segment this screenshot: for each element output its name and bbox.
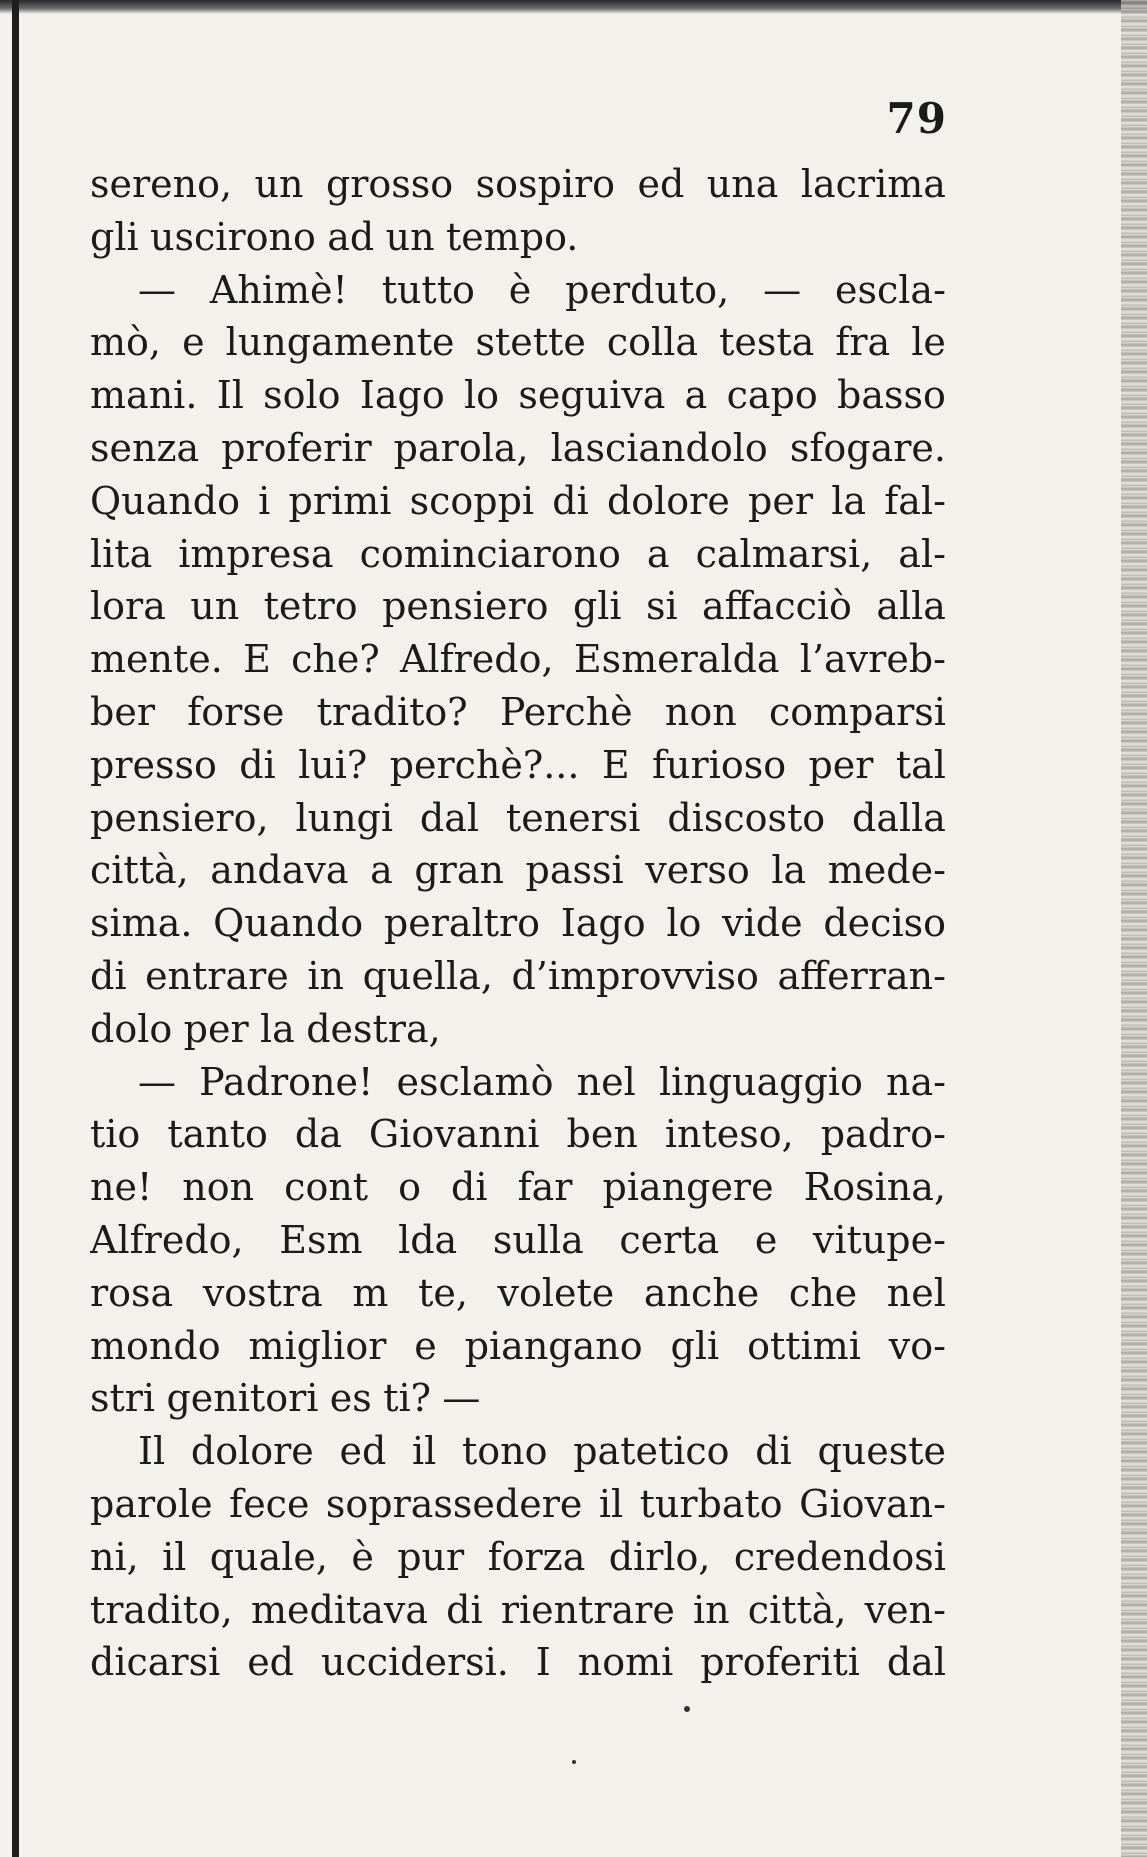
- text-line: [90, 792, 946, 845]
- word: ven-: [864, 1587, 946, 1632]
- text-line: [90, 950, 946, 1003]
- word: dalla: [852, 795, 946, 840]
- word: da: [294, 1112, 342, 1157]
- word: sfogare.: [789, 425, 946, 470]
- word: sulla: [492, 1217, 584, 1262]
- text-line: [90, 1425, 946, 1478]
- word: la: [260, 1006, 295, 1051]
- word: affacciò: [702, 584, 852, 629]
- word: gli: [90, 214, 139, 259]
- word: fal-: [884, 478, 946, 523]
- ink-speck: [684, 1706, 690, 1712]
- word: piangere: [602, 1165, 774, 1210]
- word: ben: [566, 1112, 638, 1157]
- page-stack-edge: [1121, 0, 1147, 1857]
- text-line: [90, 528, 946, 581]
- word: colla: [606, 320, 699, 365]
- word: di: [552, 478, 589, 523]
- word: lita: [90, 531, 153, 576]
- word: padro-: [820, 1112, 946, 1157]
- word: il: [412, 1429, 437, 1474]
- word: dirlo,: [608, 1534, 711, 1579]
- word: che: [788, 1270, 858, 1315]
- ink-speck: [572, 1760, 576, 1764]
- word: far: [517, 1165, 573, 1210]
- word: Il: [216, 373, 244, 418]
- word: il: [162, 1534, 187, 1579]
- word: Il: [138, 1429, 166, 1474]
- word: le: [911, 320, 946, 365]
- word: E: [243, 637, 271, 682]
- word: meditava: [250, 1587, 429, 1632]
- word: per: [183, 1006, 249, 1051]
- text-line: [90, 1636, 946, 1689]
- word: grosso: [325, 162, 454, 206]
- word: di: [755, 1429, 792, 1474]
- text-line: [90, 1372, 946, 1425]
- word: tradito,: [90, 1587, 233, 1632]
- word: dolore: [190, 1429, 314, 1474]
- word: discosto: [667, 795, 826, 840]
- word: nomi: [577, 1640, 674, 1685]
- word: escla-: [835, 267, 946, 312]
- word: es: [329, 1376, 372, 1421]
- word: che?: [291, 637, 380, 682]
- word: sima.: [90, 901, 193, 946]
- text-line: [90, 1108, 946, 1161]
- text-line: [90, 264, 946, 317]
- word: entrare: [145, 953, 289, 998]
- word: queste: [817, 1429, 946, 1474]
- text-line: [90, 1056, 946, 1109]
- word: pur: [397, 1534, 465, 1579]
- word: la: [771, 848, 807, 893]
- word: genitori: [166, 1376, 319, 1421]
- word: testa: [719, 320, 815, 365]
- word: città,: [747, 1587, 847, 1632]
- word: al-: [898, 531, 946, 576]
- word: ber: [90, 689, 155, 734]
- word: calmarsi,: [695, 531, 873, 576]
- word: proferiti: [700, 1640, 860, 1685]
- word: turbato: [639, 1481, 783, 1526]
- word: Quando: [90, 478, 240, 523]
- word: quella,: [362, 953, 493, 998]
- word: tempo.: [445, 214, 579, 259]
- word: —: [138, 1059, 176, 1104]
- word: Iago: [359, 373, 445, 418]
- word: certa: [619, 1217, 720, 1262]
- word: dolo: [90, 1006, 173, 1051]
- word: a: [646, 531, 670, 576]
- word: lacrima: [800, 162, 946, 206]
- word: tenersi: [505, 795, 641, 840]
- word: basso: [837, 373, 946, 418]
- text-line: [90, 211, 946, 264]
- word: un: [385, 214, 435, 259]
- body-text: [90, 158, 946, 1689]
- word: destra,: [306, 1006, 441, 1051]
- word: mede-: [827, 848, 946, 893]
- word: te,: [418, 1270, 468, 1315]
- word: a: [684, 373, 708, 418]
- word: gli: [670, 1323, 720, 1368]
- word: ad: [327, 214, 375, 259]
- word: afferran-: [777, 953, 946, 998]
- text-line: [90, 1584, 946, 1637]
- word: parole: [90, 1481, 213, 1526]
- word: un: [254, 162, 304, 206]
- word: miglior: [248, 1323, 387, 1368]
- word: lo: [666, 901, 702, 946]
- text-line: [90, 1531, 946, 1584]
- word: la: [831, 478, 867, 523]
- word: Alfredo,: [90, 1217, 244, 1262]
- word: deciso: [823, 901, 946, 946]
- word: soprassedere: [325, 1481, 583, 1526]
- word: inteso,: [664, 1112, 794, 1157]
- text-line: [90, 316, 946, 369]
- word: alla: [876, 584, 946, 629]
- word: mondo: [90, 1323, 221, 1368]
- word: E: [601, 742, 630, 787]
- word: Esmeralda: [573, 637, 780, 682]
- word: e: [754, 1217, 778, 1262]
- word: l’avreb-: [799, 637, 946, 682]
- word: in: [307, 953, 344, 998]
- word: rosa: [90, 1270, 174, 1315]
- word: parola,: [393, 425, 529, 470]
- word: per: [748, 478, 814, 523]
- word: esclamò: [396, 1059, 554, 1104]
- word: lda: [398, 1217, 458, 1262]
- text-line: [90, 1478, 946, 1531]
- word: lungamente: [225, 320, 455, 365]
- word: forza: [487, 1534, 586, 1579]
- word: stri: [90, 1376, 156, 1421]
- text-line: [90, 844, 946, 897]
- word: cont: [284, 1165, 369, 1210]
- word: ed: [247, 1640, 295, 1685]
- text-line: [90, 158, 946, 211]
- word: —: [763, 267, 802, 312]
- word: presso: [90, 742, 217, 787]
- text-line: [90, 1267, 946, 1320]
- word: città,: [90, 848, 189, 893]
- word: non: [664, 689, 737, 734]
- word: è: [508, 267, 532, 312]
- word: non: [182, 1165, 255, 1210]
- word: rientrare: [500, 1587, 675, 1632]
- word: patetico: [573, 1429, 730, 1474]
- word: proferir: [221, 425, 372, 470]
- word: un: [190, 584, 240, 629]
- word: Giovanni: [368, 1112, 540, 1157]
- word: gli: [572, 584, 622, 629]
- word: ni,: [90, 1534, 139, 1579]
- word: impresa: [178, 531, 334, 576]
- word: ed: [637, 162, 685, 206]
- word: na-: [886, 1059, 946, 1104]
- word: uscirono: [150, 214, 316, 259]
- word: dolore: [606, 478, 730, 523]
- word: dal: [419, 795, 480, 840]
- word: sereno,: [90, 162, 233, 206]
- word: di: [451, 1165, 488, 1210]
- word: tutto: [381, 267, 475, 312]
- text-line: [90, 1320, 946, 1373]
- text-line: [90, 475, 946, 528]
- word: e: [414, 1323, 437, 1368]
- word: i: [258, 478, 271, 523]
- word: d’improvviso: [511, 953, 759, 998]
- text-line: [90, 686, 946, 739]
- book-spine-edge: [12, 0, 19, 1857]
- word: primi: [288, 478, 392, 523]
- word: verso: [645, 848, 750, 893]
- word: Padrone!: [199, 1059, 374, 1104]
- word: pensiero,: [90, 795, 269, 840]
- word: Ahimè!: [209, 267, 348, 312]
- word: lasciandolo: [550, 425, 768, 470]
- word: lui?: [298, 742, 368, 787]
- word: perduto,: [565, 267, 730, 312]
- word: nel: [576, 1059, 636, 1104]
- word: di: [446, 1587, 483, 1632]
- word: in: [693, 1587, 730, 1632]
- word: fece: [229, 1481, 310, 1526]
- word: stette: [475, 320, 586, 365]
- text-line: [90, 633, 946, 686]
- word: dal: [886, 1640, 946, 1685]
- word: tanto: [167, 1112, 268, 1157]
- word: sospiro: [475, 162, 616, 206]
- word: nel: [886, 1270, 946, 1315]
- word: comparsi: [768, 689, 946, 734]
- word: pensiero: [382, 584, 549, 629]
- word: lora: [90, 584, 166, 629]
- word: di: [239, 742, 276, 787]
- text-line: [90, 1003, 946, 1056]
- word: anche: [643, 1270, 760, 1315]
- word: lungi: [295, 795, 394, 840]
- word: ti?: [383, 1376, 431, 1421]
- word: volete: [497, 1270, 615, 1315]
- word: furioso: [651, 742, 787, 787]
- word: senza: [90, 425, 200, 470]
- word: I: [535, 1640, 551, 1685]
- page-number: 79: [886, 94, 947, 143]
- word: mò,: [90, 320, 161, 365]
- word: una: [706, 162, 779, 206]
- word: fra: [835, 320, 891, 365]
- word: vitupe-: [812, 1217, 946, 1262]
- word: uccidersi.: [320, 1640, 509, 1685]
- word: il: [598, 1481, 624, 1526]
- text-line: [90, 422, 946, 475]
- word: scoppi: [409, 478, 535, 523]
- word: quale,: [209, 1534, 328, 1579]
- text-line: [90, 1161, 946, 1214]
- word: cominciarono: [359, 531, 621, 576]
- word: linguaggio: [658, 1059, 863, 1104]
- word: ne!: [90, 1165, 153, 1210]
- word: è: [351, 1534, 374, 1579]
- word: solo: [263, 373, 341, 418]
- word: m: [352, 1270, 389, 1315]
- text-line: [90, 897, 946, 950]
- page-top-shadow: [0, 0, 1147, 14]
- word: tal: [895, 742, 946, 787]
- word: —: [138, 267, 176, 312]
- word: tono: [462, 1429, 548, 1474]
- word: piangano: [464, 1323, 643, 1368]
- word: ed: [339, 1429, 387, 1474]
- word: tradito?: [316, 689, 468, 734]
- word: lo: [464, 373, 500, 418]
- text-line: [90, 1214, 946, 1267]
- word: perchè?...: [389, 742, 580, 787]
- word: forse: [187, 689, 285, 734]
- word: Esm: [279, 1217, 363, 1262]
- word: si: [645, 584, 678, 629]
- word: dicarsi: [90, 1640, 221, 1685]
- word: tetro: [263, 584, 358, 629]
- word: Giovan-: [799, 1481, 946, 1526]
- word: per: [808, 742, 874, 787]
- word: Alfredo,: [399, 637, 554, 682]
- word: mente.: [90, 637, 223, 682]
- word: o: [398, 1165, 421, 1210]
- word: a: [370, 848, 393, 893]
- text-line: [90, 369, 946, 422]
- text-line: [90, 580, 946, 633]
- word: —: [442, 1376, 481, 1421]
- word: vide: [722, 901, 803, 946]
- word: gran: [414, 848, 504, 893]
- word: seguiva: [518, 373, 666, 418]
- word: Perchè: [499, 689, 633, 734]
- word: ottimi: [747, 1323, 861, 1368]
- word: mani.: [90, 373, 198, 418]
- word: capo: [726, 373, 818, 418]
- word: andava: [210, 848, 349, 893]
- word: tio: [90, 1112, 141, 1157]
- word: di: [90, 953, 127, 998]
- word: peraltro: [383, 901, 540, 946]
- word: credendosi: [733, 1534, 946, 1579]
- text-line: [90, 739, 946, 792]
- word: Iago: [560, 901, 646, 946]
- word: Rosina,: [803, 1165, 946, 1210]
- word: e: [182, 320, 205, 365]
- word: vostra: [202, 1270, 323, 1315]
- word: passi: [525, 848, 624, 893]
- word: Quando: [213, 901, 364, 946]
- word: vo-: [888, 1323, 946, 1368]
